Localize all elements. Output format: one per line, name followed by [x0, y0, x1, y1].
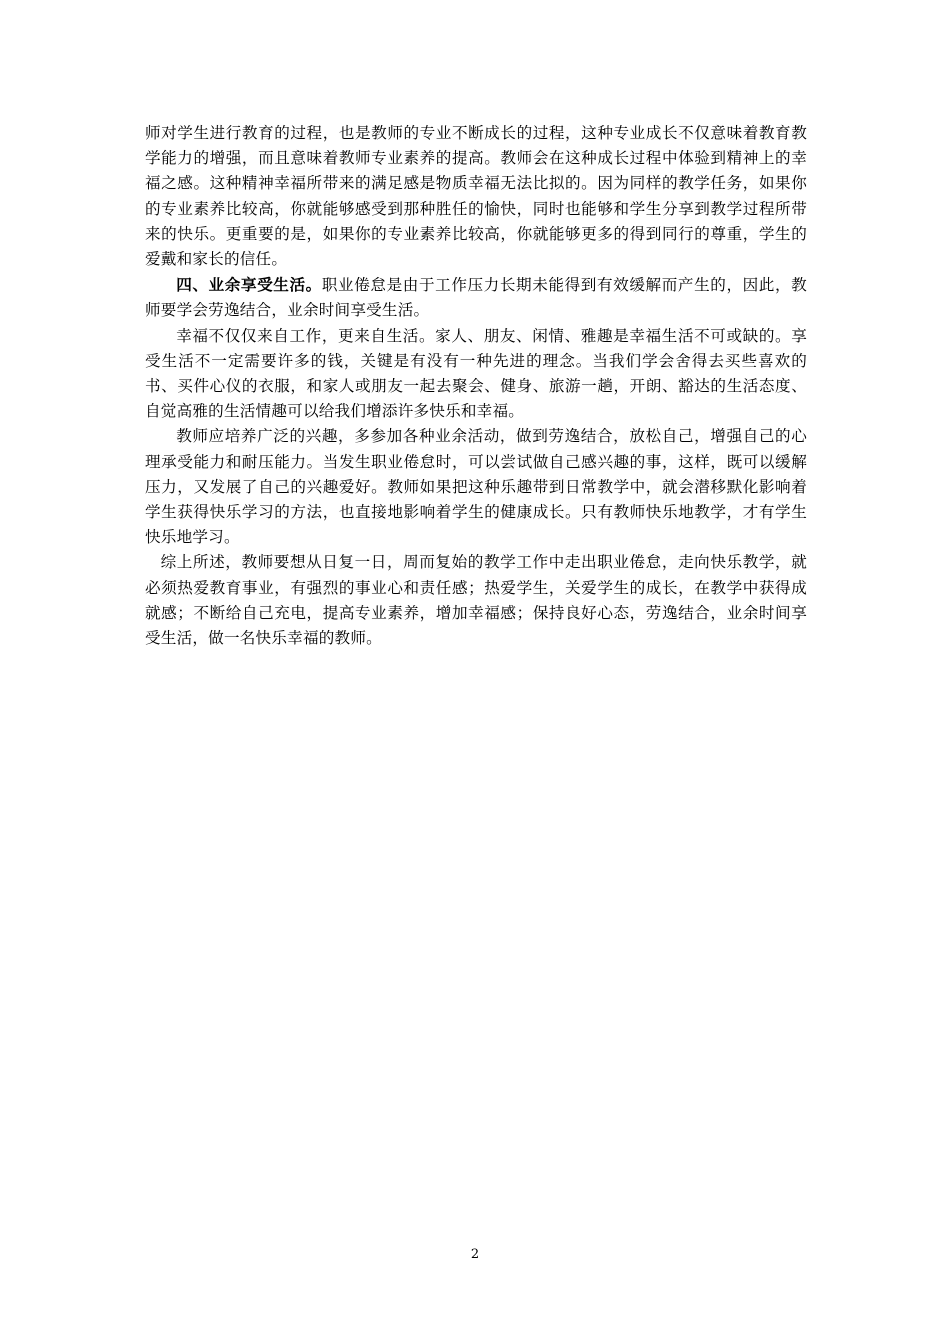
- paragraph-conclusion: 综上所述，教师要想从日复一日，周而复始的教学工作中走出职业倦怠，走向快乐教学，就必须热爱教育事业，有强烈的事业心和责任感；热爱学生，关爱学生的成长，在教学中获得成就感；不断给自己充电，提高专业素养，增加幸福感；保持良好心态，劳逸结合，业余时间享受生活，做一名快乐幸福的教师。: [145, 553, 807, 648]
- document-body: [145, 121, 807, 651]
- paragraph-continuation: 师对学生进行教育的过程，也是教师的专业不断成长的过程，这种专业成长不仅意味着教育教学能力的增强，而且意味着教师专业素养的提高。教师会在这种成长过程中体验到精神上的幸福之感。这种精神幸福所带来的满足感是物质幸福无法比拟的。因为同样的教学任务，如果你的专业素养比较高，你就能够感受到那种胜任的愉快，同时也能够和学生分享到教学过程所带来的快乐。更重要的是，如果你的专业素养比较高，你就能够更多的得到同行的尊重，学生的爱戴和家长的信任。: [145, 124, 807, 269]
- section-intro-text: 职业倦怠是由于工作压力长期未能得到有效缓解而产生的，因此，教师要学会劳逸结合，业余时间享受生活。: [145, 276, 807, 320]
- section-heading: 四、业余享受生活。: [176, 275, 322, 295]
- page-number: 2: [470, 1247, 480, 1262]
- paragraph-hobbies: 教师应培养广泛的兴趣，多参加各种业余活动，做到劳逸结合，放松自己，增强自己的心理承受能力和耐压能力。当发生职业倦怠时，可以尝试做自己感兴趣的事，这样，既可以缓解压力，又发展了自己的兴趣爱好。教师如果把这种乐趣带到日常教学中，就会潜移默化影响着学生获得快乐学习的方法，也直接地影响着学生的健康成长。只有教师快乐地教学，才有学生快乐地学习。: [145, 427, 807, 547]
- paragraph-happiness-life: 幸福不仅仅来自工作，更来自生活。家人、朋友、闲情、雅趣是幸福生活不可或缺的。享受生活不一定需要许多的钱，关键是有没有一种先进的理念。当我们学会舍得去买些喜欢的书、买件心仪的衣服，和家人或朋友一起去聚会、健身、旅游一趟，开朗、豁达的生活态度、自觉高雅的生活情趣可以给我们增添许多快乐和幸福。: [145, 326, 807, 421]
- paragraph-section-four: [145, 272, 807, 323]
